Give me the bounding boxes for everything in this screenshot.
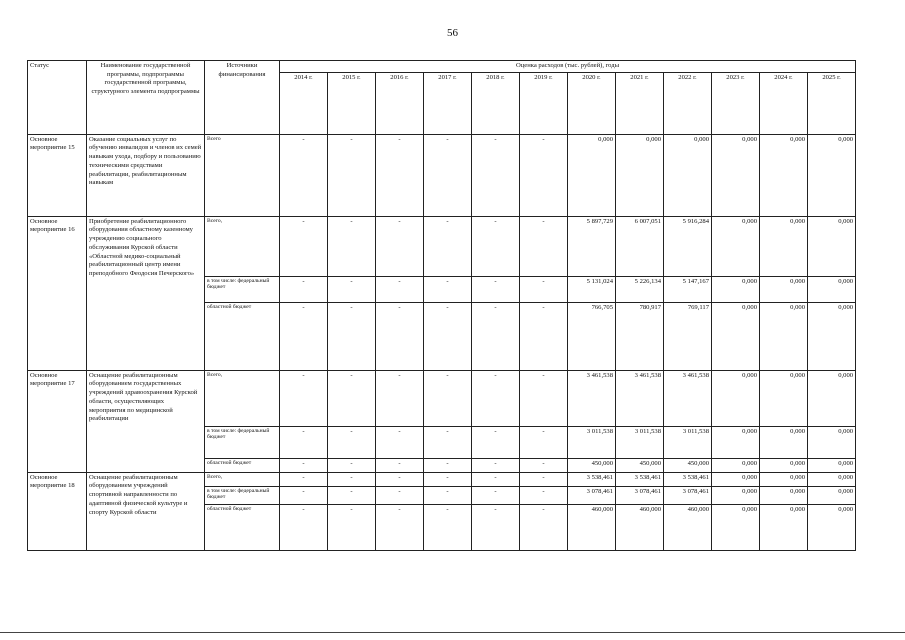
value-cell: 450,000 bbox=[664, 458, 712, 472]
event-name-cell: Оснащение реабилитационным оборудованием государственных учреждений здравоохранения Курской области, осуществляющих мероприятия по медицинской реабилитации bbox=[87, 370, 205, 472]
value-cell: - bbox=[328, 486, 376, 504]
value-cell: - bbox=[520, 276, 568, 302]
status-cell: Основное мероприятие 17 bbox=[28, 370, 87, 472]
value-cell: - bbox=[472, 472, 520, 486]
funding-source-cell: областной бюджет bbox=[205, 458, 280, 472]
value-cell: - bbox=[472, 458, 520, 472]
table-row bbox=[28, 370, 856, 426]
value-cell: 0,000 bbox=[760, 472, 808, 486]
value-cell: - bbox=[520, 302, 568, 370]
value-cell: 0,000 bbox=[712, 486, 760, 504]
value-cell: 460,000 bbox=[664, 504, 712, 550]
value-cell: - bbox=[328, 134, 376, 216]
header-year: 2025 г. bbox=[808, 72, 856, 134]
value-cell: - bbox=[376, 276, 424, 302]
value-cell: - bbox=[424, 134, 472, 216]
value-cell: - bbox=[520, 504, 568, 550]
value-cell: - bbox=[424, 370, 472, 426]
value-cell: - bbox=[328, 472, 376, 486]
value-cell: 5 226,134 bbox=[616, 276, 664, 302]
value-cell: 0,000 bbox=[712, 134, 760, 216]
page-bottom-rule bbox=[0, 632, 905, 633]
value-cell: 3 538,461 bbox=[616, 472, 664, 486]
table-row bbox=[28, 472, 856, 486]
value-cell: 0,000 bbox=[760, 486, 808, 504]
header-year: 2020 г. bbox=[568, 72, 616, 134]
value-cell: - bbox=[424, 504, 472, 550]
value-cell: - bbox=[280, 302, 328, 370]
event-name-cell: Приобретение реабилитационного оборудования областному казенному учреждению социального обслуживания Курской области «Областной медико-социальный реабилитационный центр имени преподобного Феодосия Печерского» bbox=[87, 216, 205, 370]
value-cell: 0,000 bbox=[808, 486, 856, 504]
value-cell: - bbox=[328, 504, 376, 550]
value-cell: 0,000 bbox=[616, 134, 664, 216]
value-cell: 766,705 bbox=[568, 302, 616, 370]
value-cell: - bbox=[472, 426, 520, 458]
value-cell: - bbox=[472, 370, 520, 426]
value-cell: 3 011,538 bbox=[616, 426, 664, 458]
value-cell: 0,000 bbox=[712, 302, 760, 370]
funding-source-cell: Всего, bbox=[205, 472, 280, 486]
value-cell: 0,000 bbox=[808, 216, 856, 276]
value-cell: - bbox=[520, 458, 568, 472]
value-cell: 0,000 bbox=[712, 216, 760, 276]
value-cell: - bbox=[424, 458, 472, 472]
header-year: 2021 г. bbox=[616, 72, 664, 134]
header-sources: Источники финансирования bbox=[205, 61, 280, 135]
value-cell: 3 078,461 bbox=[568, 486, 616, 504]
value-cell: - bbox=[472, 486, 520, 504]
value-cell: - bbox=[376, 486, 424, 504]
budget-table bbox=[27, 60, 856, 551]
funding-source-cell: областной бюджет bbox=[205, 302, 280, 370]
header-year: 2023 г. bbox=[712, 72, 760, 134]
value-cell: - bbox=[328, 276, 376, 302]
value-cell: 5 916,284 bbox=[664, 216, 712, 276]
value-cell: - bbox=[520, 370, 568, 426]
header-year: 2015 г. bbox=[328, 72, 376, 134]
value-cell: 450,000 bbox=[616, 458, 664, 472]
header-estimate: Оценка расходов (тыс. рублей), годы bbox=[280, 61, 856, 73]
value-cell: - bbox=[376, 302, 424, 370]
value-cell: - bbox=[472, 216, 520, 276]
header-year: 2017 г. bbox=[424, 72, 472, 134]
page-number: 56 bbox=[447, 27, 458, 39]
value-cell: - bbox=[280, 134, 328, 216]
value-cell: - bbox=[280, 472, 328, 486]
funding-source-cell: Всего bbox=[205, 134, 280, 216]
header-status: Статус bbox=[28, 61, 87, 135]
header-year: 2019 г. bbox=[520, 72, 568, 134]
value-cell: - bbox=[376, 370, 424, 426]
value-cell: - bbox=[280, 504, 328, 550]
funding-source-cell: в том числе: федеральный бюджет bbox=[205, 486, 280, 504]
value-cell: 0,000 bbox=[808, 472, 856, 486]
value-cell: - bbox=[280, 370, 328, 426]
value-cell: - bbox=[280, 486, 328, 504]
value-cell: 0,000 bbox=[760, 134, 808, 216]
value-cell: 3 461,538 bbox=[616, 370, 664, 426]
value-cell: 0,000 bbox=[664, 134, 712, 216]
value-cell: - bbox=[376, 426, 424, 458]
value-cell: - bbox=[520, 216, 568, 276]
value-cell: 0,000 bbox=[712, 370, 760, 426]
status-cell: Основное мероприятие 16 bbox=[28, 216, 87, 370]
value-cell: 3 011,538 bbox=[568, 426, 616, 458]
value-cell: - bbox=[424, 302, 472, 370]
header-year: 2024 г. bbox=[760, 72, 808, 134]
value-cell: - bbox=[472, 276, 520, 302]
funding-source-cell: Всего, bbox=[205, 370, 280, 426]
value-cell: 0,000 bbox=[568, 134, 616, 216]
value-cell: - bbox=[472, 302, 520, 370]
value-cell: 0,000 bbox=[808, 302, 856, 370]
value-cell: - bbox=[376, 216, 424, 276]
value-cell: 0,000 bbox=[712, 426, 760, 458]
value-cell: 0,000 bbox=[760, 426, 808, 458]
funding-source-cell: в том числе: федеральный бюджет bbox=[205, 426, 280, 458]
value-cell: 0,000 bbox=[760, 302, 808, 370]
table-row bbox=[28, 134, 856, 216]
value-cell: - bbox=[376, 134, 424, 216]
value-cell: 0,000 bbox=[712, 276, 760, 302]
value-cell: - bbox=[472, 134, 520, 216]
value-cell: 0,000 bbox=[712, 472, 760, 486]
value-cell: - bbox=[280, 276, 328, 302]
value-cell: - bbox=[520, 472, 568, 486]
value-cell: 3 078,461 bbox=[616, 486, 664, 504]
value-cell: - bbox=[520, 134, 568, 216]
value-cell: 5 897,729 bbox=[568, 216, 616, 276]
value-cell: - bbox=[424, 486, 472, 504]
value-cell: 6 007,051 bbox=[616, 216, 664, 276]
value-cell: 460,000 bbox=[616, 504, 664, 550]
table-row bbox=[28, 216, 856, 276]
value-cell: - bbox=[376, 504, 424, 550]
status-cell: Основное мероприятие 18 bbox=[28, 472, 87, 550]
value-cell: 0,000 bbox=[760, 504, 808, 550]
value-cell: - bbox=[424, 472, 472, 486]
value-cell: 0,000 bbox=[808, 458, 856, 472]
value-cell: - bbox=[280, 458, 328, 472]
header-year: 2018 г. bbox=[472, 72, 520, 134]
value-cell: - bbox=[280, 426, 328, 458]
value-cell: 0,000 bbox=[808, 276, 856, 302]
value-cell: 450,000 bbox=[568, 458, 616, 472]
value-cell: 5 131,024 bbox=[568, 276, 616, 302]
value-cell: 0,000 bbox=[808, 370, 856, 426]
value-cell: 3 538,461 bbox=[664, 472, 712, 486]
header-name: Наименование государственной программы, подпрограммы государственной программы, структурного элемента подпрограммы bbox=[87, 61, 205, 135]
value-cell: 769,117 bbox=[664, 302, 712, 370]
value-cell: - bbox=[376, 472, 424, 486]
value-cell: - bbox=[328, 302, 376, 370]
value-cell: 3 078,461 bbox=[664, 486, 712, 504]
value-cell: - bbox=[424, 276, 472, 302]
value-cell: - bbox=[376, 458, 424, 472]
value-cell: 0,000 bbox=[808, 504, 856, 550]
event-name-cell: Оснащение реабилитационным оборудованием учреждений спортивной направленности по адаптивной физической культуре и спорту Курской области bbox=[87, 472, 205, 550]
funding-source-cell: областной бюджет bbox=[205, 504, 280, 550]
value-cell: 3 011,538 bbox=[664, 426, 712, 458]
funding-source-cell: Всего, bbox=[205, 216, 280, 276]
value-cell: - bbox=[520, 486, 568, 504]
value-cell: 0,000 bbox=[760, 276, 808, 302]
value-cell: - bbox=[328, 426, 376, 458]
value-cell: - bbox=[424, 216, 472, 276]
status-cell: Основное мероприятие 15 bbox=[28, 134, 87, 216]
event-name-cell: Оказание социальных услуг по обучению инвалидов и членов их семей навыкам ухода, подбору и пользованию техническими средствами реабилитации, реабилитационным навыкам bbox=[87, 134, 205, 216]
value-cell: 780,917 bbox=[616, 302, 664, 370]
value-cell: - bbox=[472, 504, 520, 550]
value-cell: 460,000 bbox=[568, 504, 616, 550]
value-cell: 3 538,461 bbox=[568, 472, 616, 486]
value-cell: - bbox=[280, 216, 328, 276]
funding-source-cell: в том числе: федеральный бюджет bbox=[205, 276, 280, 302]
value-cell: 0,000 bbox=[760, 458, 808, 472]
value-cell: 0,000 bbox=[712, 458, 760, 472]
value-cell: - bbox=[424, 426, 472, 458]
value-cell: - bbox=[328, 216, 376, 276]
value-cell: - bbox=[328, 370, 376, 426]
header-year: 2014 г. bbox=[280, 72, 328, 134]
header-year: 2016 г. bbox=[376, 72, 424, 134]
value-cell: 0,000 bbox=[808, 426, 856, 458]
header-year: 2022 г. bbox=[664, 72, 712, 134]
value-cell: 3 461,538 bbox=[664, 370, 712, 426]
value-cell: - bbox=[328, 458, 376, 472]
value-cell: 0,000 bbox=[712, 504, 760, 550]
value-cell: 0,000 bbox=[760, 370, 808, 426]
value-cell: - bbox=[520, 426, 568, 458]
value-cell: 3 461,538 bbox=[568, 370, 616, 426]
value-cell: 0,000 bbox=[808, 134, 856, 216]
value-cell: 5 147,167 bbox=[664, 276, 712, 302]
value-cell: 0,000 bbox=[760, 216, 808, 276]
